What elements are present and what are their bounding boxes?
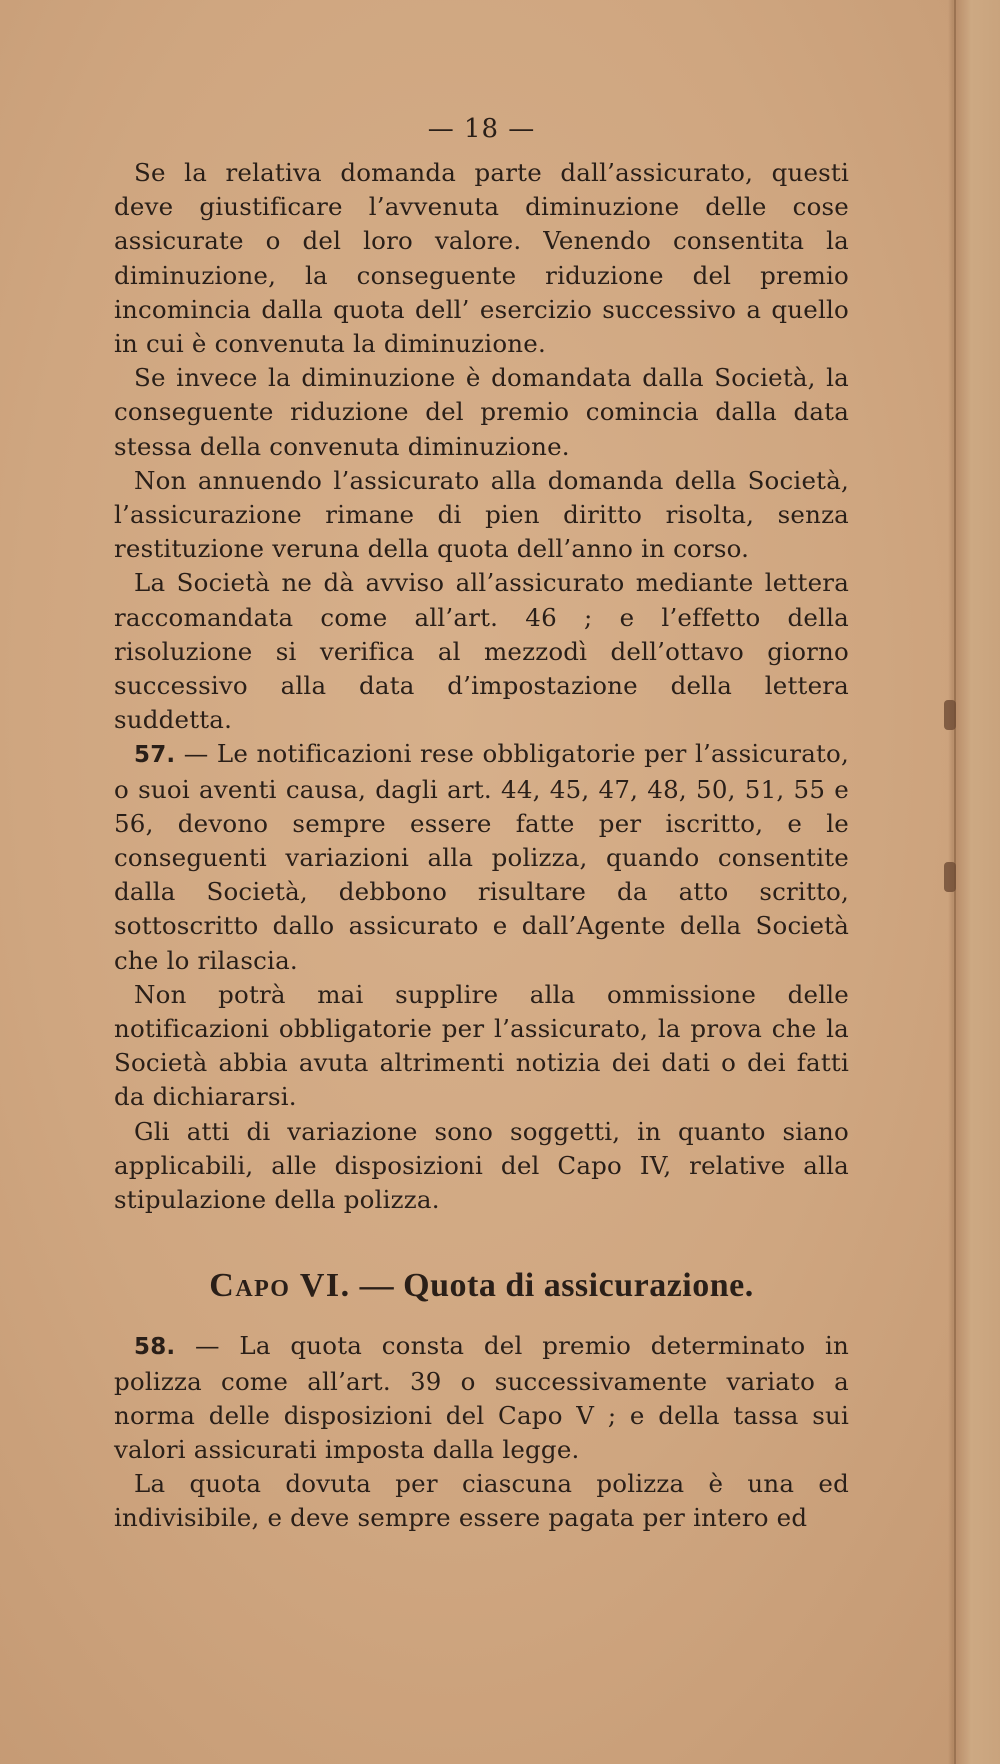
paragraph: Non potrà mai supplire alla ommissione delle notificazioni obbligatorie per l’assicurato, la prova che la Società abbia avuta altrimenti notizia dei dati o dei fatti da dichiararsi.: [114, 979, 849, 1112]
paragraph: Non annuendo l’assicurato alla domanda della Società, l’assicurazione rimane di pien diritto risolta, senza restituzione veruna della quota dell’anno in corso.: [114, 465, 849, 564]
page-content: [114, 112, 849, 1536]
chapter-heading: [114, 1263, 849, 1309]
page-number: — 18 —: [427, 114, 536, 144]
chapter-title: Quota di assicurazione.: [403, 1267, 754, 1305]
chapter-label: Capo VI.: [209, 1267, 351, 1305]
article-57: [114, 737, 849, 977]
paragraph: Se la relativa domanda parte dall’assicurato, questi deve giustificare l’avvenuta diminuzione delle cose assicurate o del loro valore. Venendo consentita la diminuzione, la conseguente riduzione del premio incomincia dalla quota dell’ esercizio successivo a quello in cui è convenuta la diminuzione.: [114, 158, 849, 359]
staple-mark: [944, 700, 956, 730]
paragraph: La Società ne dà avviso all’assicurato mediante lettera raccomandata come all’art. 46 ; e l’effetto della risoluzione si verifica al mezzodì dell’ottavo giorno successivo alla data d’impostazione della lettera suddetta.: [114, 568, 849, 735]
book-spine-edge: [954, 0, 1000, 1764]
paragraph: La quota dovuta per ciascuna polizza è una ed indivisibile, e deve sempre essere pagata per intero ed: [114, 1469, 849, 1533]
article-text: — La quota consta del premio determinato in polizza come all’art. 39 o successivamente variato a norma delle disposizioni del Capo V ; e della tassa sui valori assicurati imposta dalla legge.: [114, 1331, 849, 1464]
paragraph: Se invece la diminuzione è domandata dalla Società, la conseguente riduzione del premio comincia dalla data stessa della convenuta diminuzione.: [114, 363, 849, 461]
article-58: [114, 1329, 849, 1467]
article-number: 57.: [134, 742, 176, 769]
paragraph: Gli atti di variazione sono soggetti, in quanto siano applicabili, alle disposizioni del Capo IV, relative alla stipulazione della polizza.: [114, 1116, 849, 1215]
chapter-separator: —: [350, 1267, 404, 1305]
staple-mark: [944, 862, 956, 892]
article-text: — Le notificazioni rese obbligatorie per l’assicurato, o suoi aventi causa, dagli art. 44, 45, 47, 48, 50, 51, 55 e 56, devono sempre essere fatte per iscritto, e le conseguenti variazioni alla polizza, quando consentite dalla Società, debbono risultare da atto scritto, sottoscritto dallo assicurato e dall’Agente della Società che lo rilascia.: [114, 739, 849, 975]
article-number: 58.: [134, 1334, 176, 1361]
